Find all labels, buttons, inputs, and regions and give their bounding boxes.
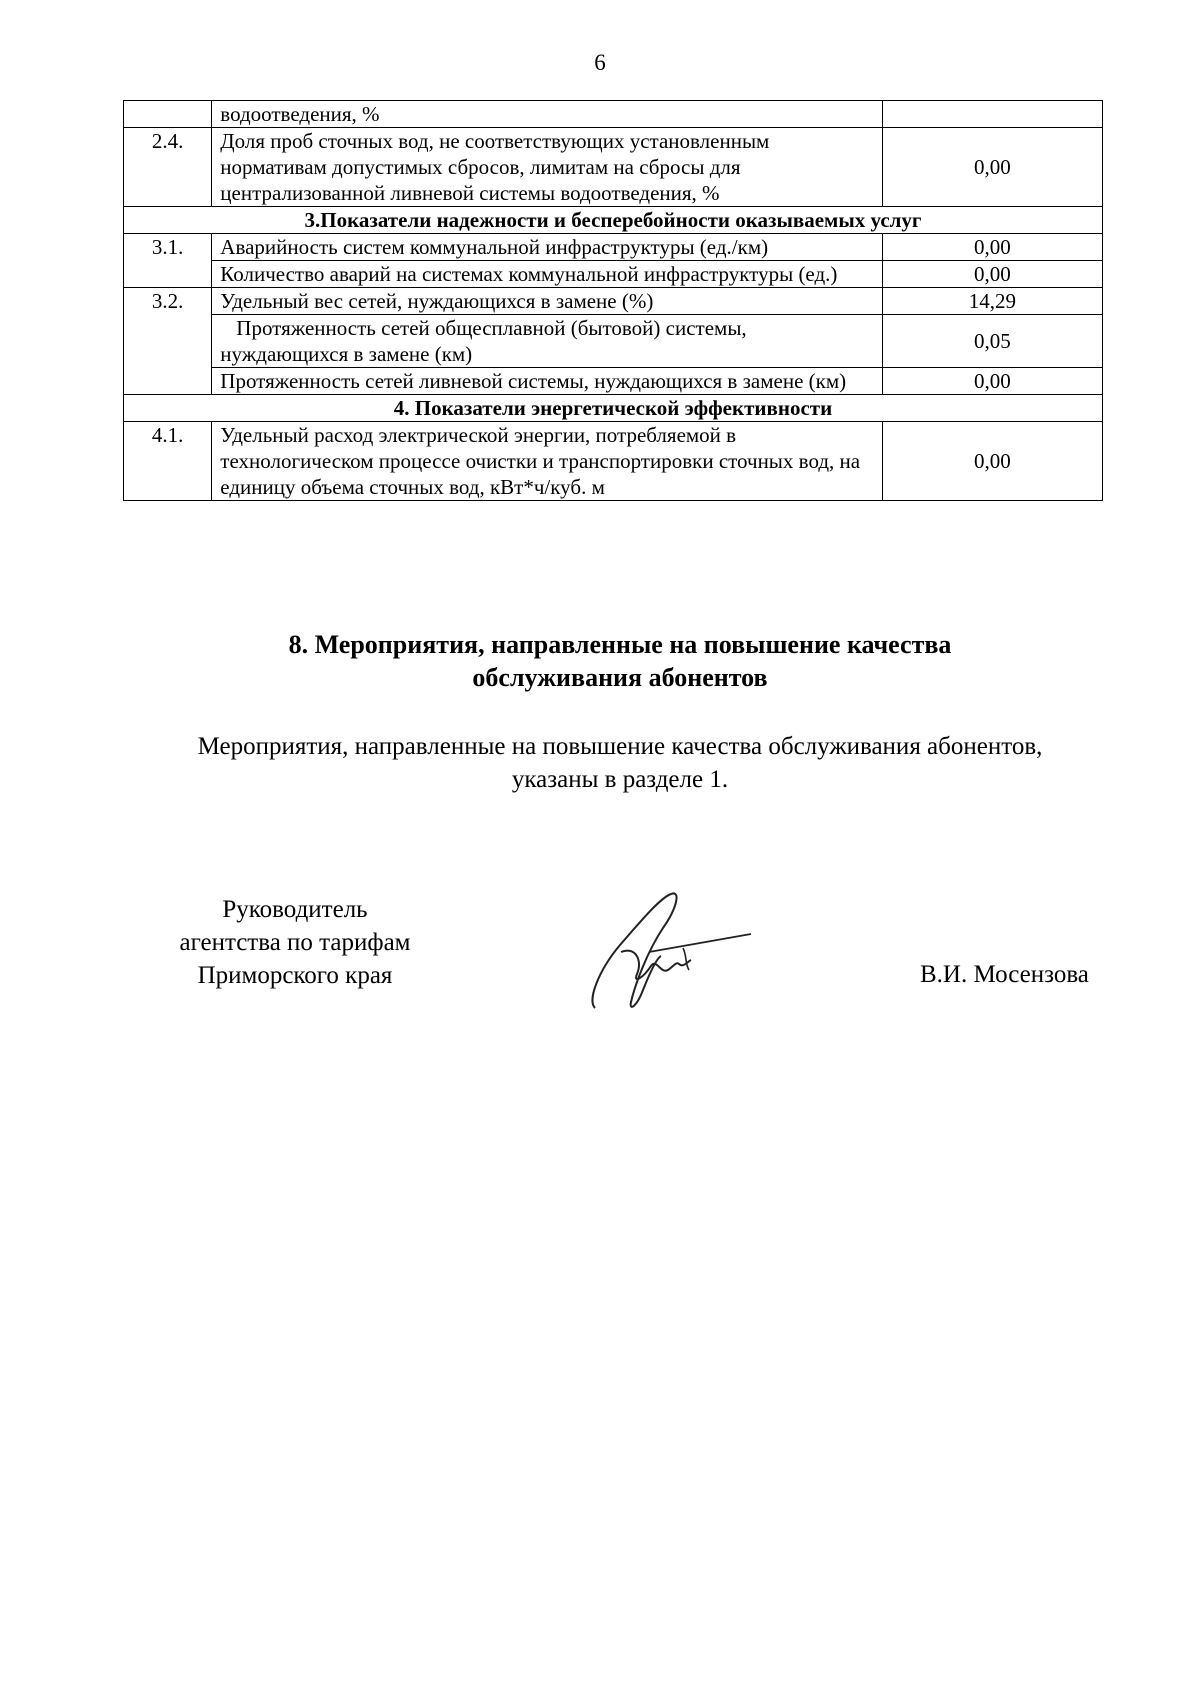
row-number: 2.4. xyxy=(124,128,212,207)
table-row xyxy=(124,315,1103,368)
row-text: водоотведения, % xyxy=(212,101,882,128)
row-text: Удельный расход электрической энергии, потребляемой в технологическом процессе очистки и транспортировки сточных вод, на единицу объема сточных вод, кВт*ч/куб. м xyxy=(212,422,882,501)
row-text: Удельный вес сетей, нуждающихся в замене (%) xyxy=(212,288,882,315)
position-line: агентства по тарифам xyxy=(179,929,411,956)
indicators-table xyxy=(123,100,1103,501)
row-text: Протяженность сетей общесплавной (бытовой) системы, нуждающихся в замене (км) xyxy=(212,315,882,368)
section-4-title: 4. Показатели энергетической эффективности xyxy=(124,395,1103,422)
signatory-name: В.И. Мосензова xyxy=(920,961,1089,988)
section-row xyxy=(124,207,1103,234)
table-row xyxy=(124,261,1103,288)
table-row xyxy=(124,234,1103,261)
row-text: Протяженность сетей ливневой системы, нуждающихся в замене (км) xyxy=(212,368,882,395)
table-row xyxy=(124,422,1103,501)
row-value: 0,05 xyxy=(882,315,1102,368)
row-text: Количество аварий на системах коммунальной инфраструктуры (ед.) xyxy=(212,261,882,288)
row-number: 3.1. xyxy=(124,234,212,288)
paragraph-line: указаны в разделе 1. xyxy=(511,766,729,793)
row-value: 0,00 xyxy=(882,128,1102,207)
table-row xyxy=(124,368,1103,395)
table-row xyxy=(124,128,1103,207)
row-number: 4.1. xyxy=(124,422,212,501)
position-line: Приморского края xyxy=(197,962,393,989)
page-number: 6 xyxy=(594,50,606,75)
row-text: Аварийность систем коммунальной инфраструктуры (ед./км) xyxy=(212,234,882,261)
handwritten-signature xyxy=(585,890,755,1015)
paragraph-line: Мероприятия, направленные на повышение качества обслуживания абонентов, xyxy=(197,733,1043,760)
row-value xyxy=(882,101,1102,128)
row-value: 0,00 xyxy=(882,234,1102,261)
heading-line: 8. Мероприятия, направленные на повышение качества xyxy=(288,630,952,659)
row-value: 14,29 xyxy=(882,288,1102,315)
table-row xyxy=(124,288,1103,315)
section-8-paragraph xyxy=(120,730,1120,796)
section-3-title: 3.Показатели надежности и бесперебойности оказываемых услуг xyxy=(124,207,1103,234)
row-number xyxy=(124,101,212,128)
row-value: 0,00 xyxy=(882,261,1102,288)
row-value: 0,00 xyxy=(882,422,1102,501)
table-row xyxy=(124,101,1103,128)
signatory-position xyxy=(145,893,445,992)
position-line: Руководитель xyxy=(222,896,368,923)
section-8-heading xyxy=(0,628,1200,694)
heading-line: обслуживания абонентов xyxy=(472,663,768,692)
row-value: 0,00 xyxy=(882,368,1102,395)
row-number: 3.2. xyxy=(124,288,212,395)
row-text: Доля проб сточных вод, не соответствующих установленным нормативам допустимых сбросов, лимитам на сбросы для централизованной ливневой системы водоотведения, % xyxy=(212,128,882,207)
section-row xyxy=(124,395,1103,422)
